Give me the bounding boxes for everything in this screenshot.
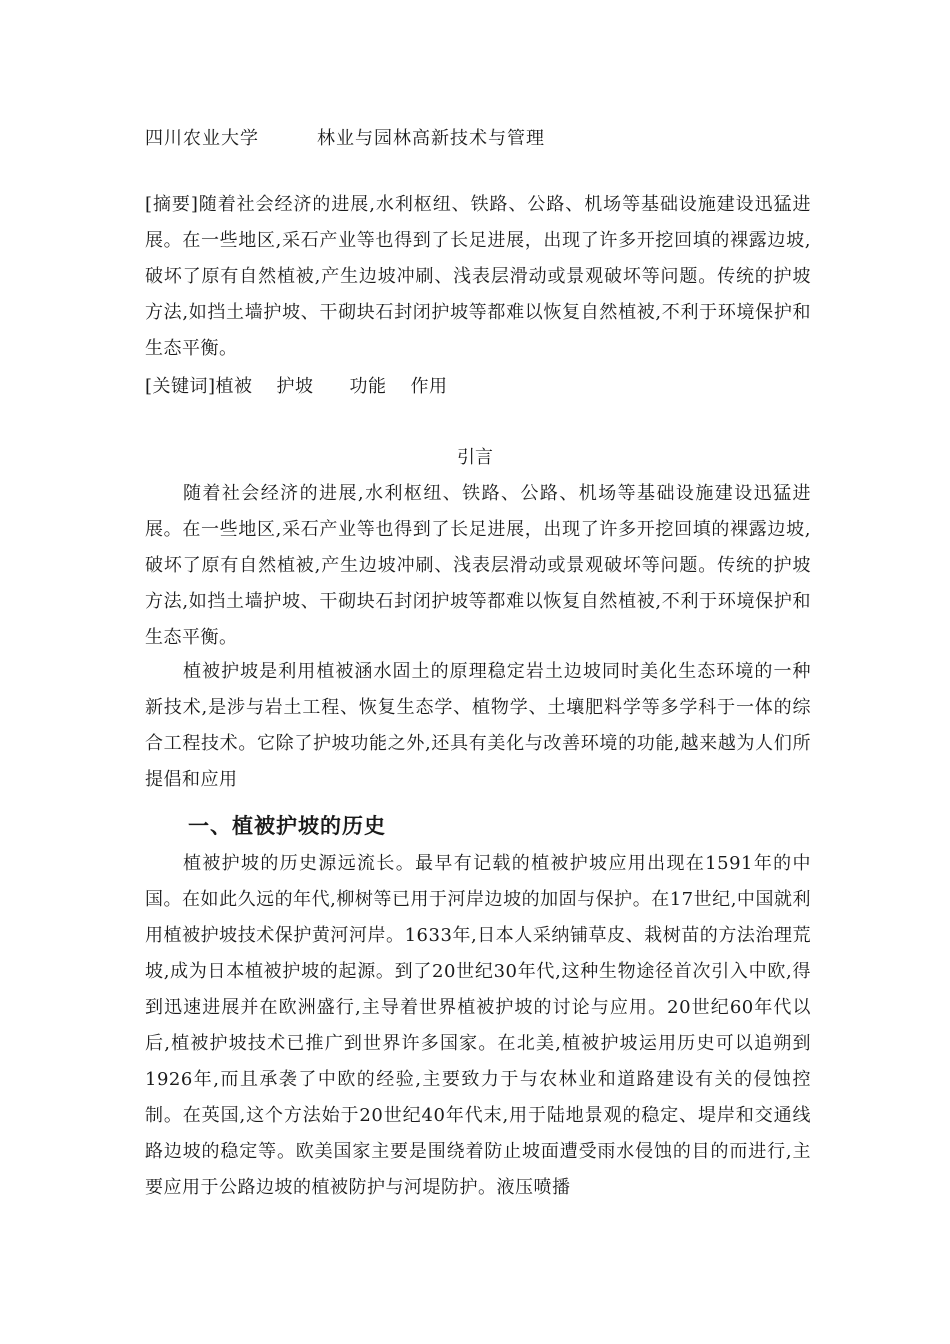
history-paragraph: 植被护坡的历史源远流长。最早有记载的植被护坡应用出现在1591年的中国。在如此久远的年代,柳树等已用于河岸边坡的加固与保护。在17世纪,中国就利用植被护坡技术保护黄河河岸。1633年,日本人采纳铺草皮、栽树苗的方法治理荒坡,成为日本植被护坡的起源。到了20世纪30年代,这种生物途径首次引入中欧,得到迅速进展并在欧洲盛行,主导着世界植被护坡的讨论与应用。20世纪60年代以后,植被护坡技术已推广到世界许多国家。在北美,植被护坡运用历史可以追朔到1926年,而且承袭了中欧的经验,主要致力于与农林业和道路建设有关的侵蚀控制。在英国,这个方法始于20世纪40年代末,用于陆地景观的稳定、堤岸和交通线路边坡的稳定等。欧美国家主要是围绕着防止坡面遭受雨水侵蚀的目的而进行,主要应用于公路边坡的植被防护与河堤防护。液压喷播 (145, 853, 811, 1198)
keywords-line (145, 369, 448, 405)
intro-heading: 引言 (457, 447, 493, 468)
keyword: 植被 (215, 376, 253, 397)
keywords-label: [关键词] (145, 376, 216, 397)
department-name: 林业与园林高新技术与管理 (317, 128, 545, 149)
intro-paragraph-1: 随着社会经济的进展,水利枢纽、铁路、公路、机场等基础设施建设迅猛进展。在一些地区,采石产业等也得到了长足进展，出现了许多开挖回填的裸露边坡,破坏了原有自然植被,产生边坡冲刷、浅表层滑动或景观破坏等问题。传统的护坡方法,如挡土墙护坡、干砌块石封闭护坡等都难以恢复自然植被,不利于环境保护和生态平衡。 (145, 483, 811, 648)
page-header (145, 124, 545, 150)
keyword: 功能 (349, 376, 387, 397)
abstract-paragraph: [摘要]随着社会经济的进展,水利枢纽、铁路、公路、机场等基础设施建设迅猛进展。在一些地区,采石产业等也得到了长足进展，出现了许多开挖回填的裸露边坡,破坏了原有自然植被,产生边坡冲刷、浅表层滑动或景观破坏等问题。传统的护坡方法,如挡土墙护坡、干砌块石封闭护坡等都难以恢复自然植被,不利于环境保护和生态平衡。 (145, 194, 811, 359)
keyword: 护坡 (276, 376, 314, 397)
section-heading: 一、植被护坡的历史 (188, 814, 386, 838)
university-name: 四川农业大学 (145, 128, 259, 149)
keyword: 作用 (410, 376, 448, 397)
intro-paragraph-2: 植被护坡是利用植被涵水固土的原理稳定岩土边坡同时美化生态环境的一种新技术,是涉与岩土工程、恢复生态学、植物学、土壤肥料学等多学科于一体的综合工程技术。它除了护坡功能之外,还具有美化与改善环境的功能,越来越为人们所提倡和应用 (145, 661, 811, 790)
